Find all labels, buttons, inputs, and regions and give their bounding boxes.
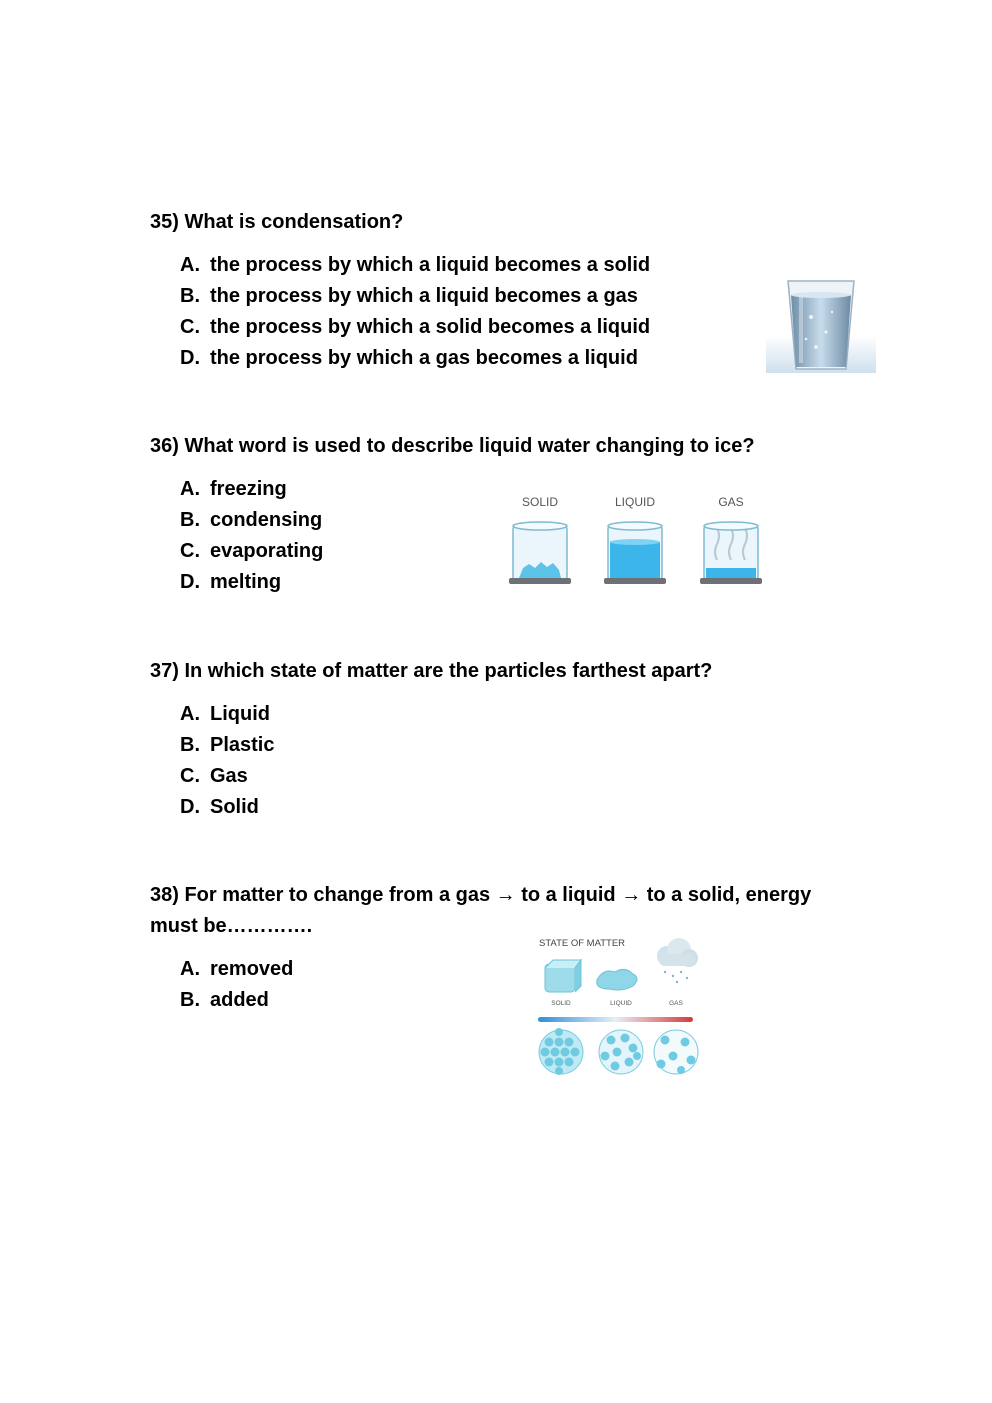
question-number: 37): [150, 660, 179, 682]
answer-option-d[interactable]: D. the process by which a gas becomes a liquid: [180, 347, 638, 369]
answer-options: [180, 954, 840, 1016]
answer-option-c[interactable]: C. the process by which a solid becomes a liquid: [180, 316, 651, 338]
question-number: 38): [150, 884, 179, 906]
beaker-gas-label: GAS: [718, 495, 744, 509]
cloud-icon: [657, 938, 698, 983]
question-text: What is condensation?: [184, 211, 404, 233]
gas-particles-icon: [654, 1030, 698, 1074]
answer-option-b[interactable]: B. added: [180, 989, 269, 1011]
beakers-image: [505, 490, 770, 590]
answer-option-a[interactable]: A. Liquid: [180, 703, 270, 725]
state-chart-title: STATE OF MATTER: [539, 938, 626, 949]
beaker-solid-label: SOLID: [521, 495, 559, 509]
chart-liquid-label: LIQUID: [610, 1000, 632, 1007]
answer-option-b[interactable]: B. Plastic: [180, 734, 275, 756]
chart-solid-label: SOLID: [551, 1000, 571, 1007]
question-text: In which state of matter are the particles farthest apart?: [184, 660, 713, 682]
solid-beaker-icon: [509, 522, 571, 584]
question-text: For matter to change from a gas → to a liquid → to a solid, energy must be………….: [150, 884, 812, 937]
liquid-particles-icon: [599, 1030, 643, 1074]
question-38: [150, 880, 840, 1016]
puddle-icon: [597, 969, 637, 990]
answer-option-a[interactable]: A. freezing: [180, 478, 287, 500]
gas-beaker-icon: [700, 522, 762, 584]
water-glass-image: [766, 277, 876, 373]
answer-option-a[interactable]: A. the process by which a liquid becomes a solid: [180, 254, 651, 276]
question-37: [150, 656, 712, 823]
answer-options: [180, 250, 650, 374]
question-35: [150, 207, 650, 374]
answer-option-b[interactable]: B. the process by which a liquid becomes a gas: [180, 285, 638, 307]
answer-option-d[interactable]: D. melting: [180, 571, 282, 593]
question-number: 36): [150, 435, 179, 457]
solid-particles-icon: [539, 1028, 583, 1075]
answer-option-c[interactable]: C. Gas: [180, 765, 248, 787]
answer-option-a[interactable]: A. removed: [180, 958, 294, 980]
ice-cube-icon: [545, 960, 581, 992]
state-of-matter-image: [533, 932, 703, 1080]
beaker-liquid-label: LIQUID: [614, 495, 656, 509]
chart-gas-label: GAS: [669, 1000, 683, 1007]
answer-option-b[interactable]: B. condensing: [180, 509, 323, 531]
liquid-beaker-icon: [604, 522, 666, 584]
temperature-bar: [538, 1017, 693, 1022]
question-number: 35): [150, 211, 179, 233]
answer-option-d[interactable]: D. Solid: [180, 796, 259, 818]
answer-options: [180, 699, 712, 823]
answer-option-c[interactable]: C. evaporating: [180, 540, 324, 562]
question-text: What word is used to describe liquid water changing to ice?: [184, 435, 755, 457]
